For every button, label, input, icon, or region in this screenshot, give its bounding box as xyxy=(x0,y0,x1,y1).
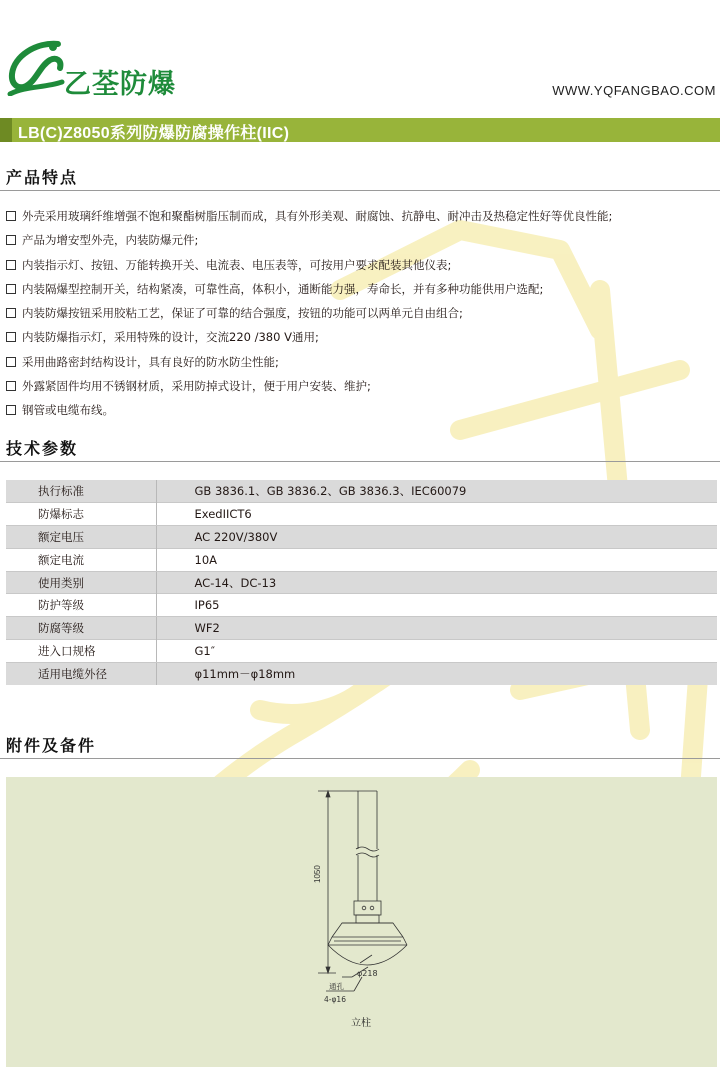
feature-item: 内装指示灯、按钮、万能转换开关、电流表、电压表等，可按用户要求配装其他仪表; xyxy=(6,253,716,277)
page-title: LB(C)Z8050系列防爆防腐操作柱(IIC) xyxy=(18,125,290,142)
feature-item: 内装隔爆型控制开关，结构紧凑，可靠性高，体积小，通断能力强，寿命长，并有多种功能供用户选配; xyxy=(6,277,716,301)
specs-table xyxy=(6,480,717,685)
feature-item: 内装防爆指示灯，采用特殊的设计，交流220 /380 V通用; xyxy=(6,325,716,349)
table-row: 防腐等级 WF2 xyxy=(6,617,717,640)
checkbox-icon xyxy=(6,381,16,391)
checkbox-icon xyxy=(6,211,16,221)
table-row: 防爆标志 ExedIICT6 xyxy=(6,503,717,526)
checkbox-icon xyxy=(6,284,16,294)
accessories-divider xyxy=(0,758,720,759)
features-heading: 产品特点 xyxy=(6,168,79,187)
checkbox-icon xyxy=(6,332,16,342)
features-divider xyxy=(0,190,720,191)
feature-item: 外壳采用玻璃纤维增强不饱和聚酯树脂压制而成，具有外形美观、耐腐蚀、抗静电、耐冲击及热稳定性好等优良性能; xyxy=(6,204,716,228)
table-row: 进入口规格 G1″ xyxy=(6,640,717,663)
checkbox-icon xyxy=(6,260,16,270)
brand-logo-icon xyxy=(6,38,66,96)
specs-heading: 技术参数 xyxy=(6,439,79,458)
feature-item: 采用曲路密封结构设计，具有良好的防水防尘性能; xyxy=(6,350,716,374)
feature-item: 钢管或电缆布线。 xyxy=(6,398,716,422)
page-header xyxy=(0,0,720,118)
hole-label: 通孔 xyxy=(329,982,344,991)
title-bar xyxy=(0,118,720,142)
feature-item: 内装防爆按钮采用胶粘工艺，保证了可靠的结合强度，按钮的功能可以两单元自由组合; xyxy=(6,301,716,325)
title-bar-accent xyxy=(0,118,12,142)
table-row: 额定电压 AC 220V/380V xyxy=(6,526,717,549)
drawing-caption: 立柱 xyxy=(351,1018,371,1029)
checkbox-icon xyxy=(6,235,16,245)
checkbox-icon xyxy=(6,405,16,415)
table-row: 适用电缆外径 φ11mm－φ18mm xyxy=(6,662,717,685)
checkbox-icon xyxy=(6,308,16,318)
height-dimension-label: 1050 xyxy=(313,865,322,883)
accessories-heading: 附件及备件 xyxy=(6,736,97,755)
checkbox-icon xyxy=(6,357,16,367)
website-url[interactable]: WWW.YQFANGBAO.COM xyxy=(552,83,716,98)
table-row: 使用类别 AC-14、DC-13 xyxy=(6,571,717,594)
table-row: 防护等级 IP65 xyxy=(6,594,717,617)
specs-divider xyxy=(0,461,720,462)
feature-item: 产品为增安型外壳，内装防爆元件; xyxy=(6,228,716,252)
brand-name: 乙荃防爆 xyxy=(64,69,176,100)
table-row: 额定电流 10A xyxy=(6,548,717,571)
table-row: 执行标准 GB 3836.1、GB 3836.2、GB 3836.3、IEC60079 xyxy=(6,480,717,503)
diameter-label: φ218 xyxy=(357,969,378,978)
hole-spec-label: 4-φ16 xyxy=(324,995,346,1004)
feature-item: 外露紧固件均用不锈钢材质，采用防掉式设计，便于用户安装、维护; xyxy=(6,374,716,398)
features-list xyxy=(6,204,716,423)
